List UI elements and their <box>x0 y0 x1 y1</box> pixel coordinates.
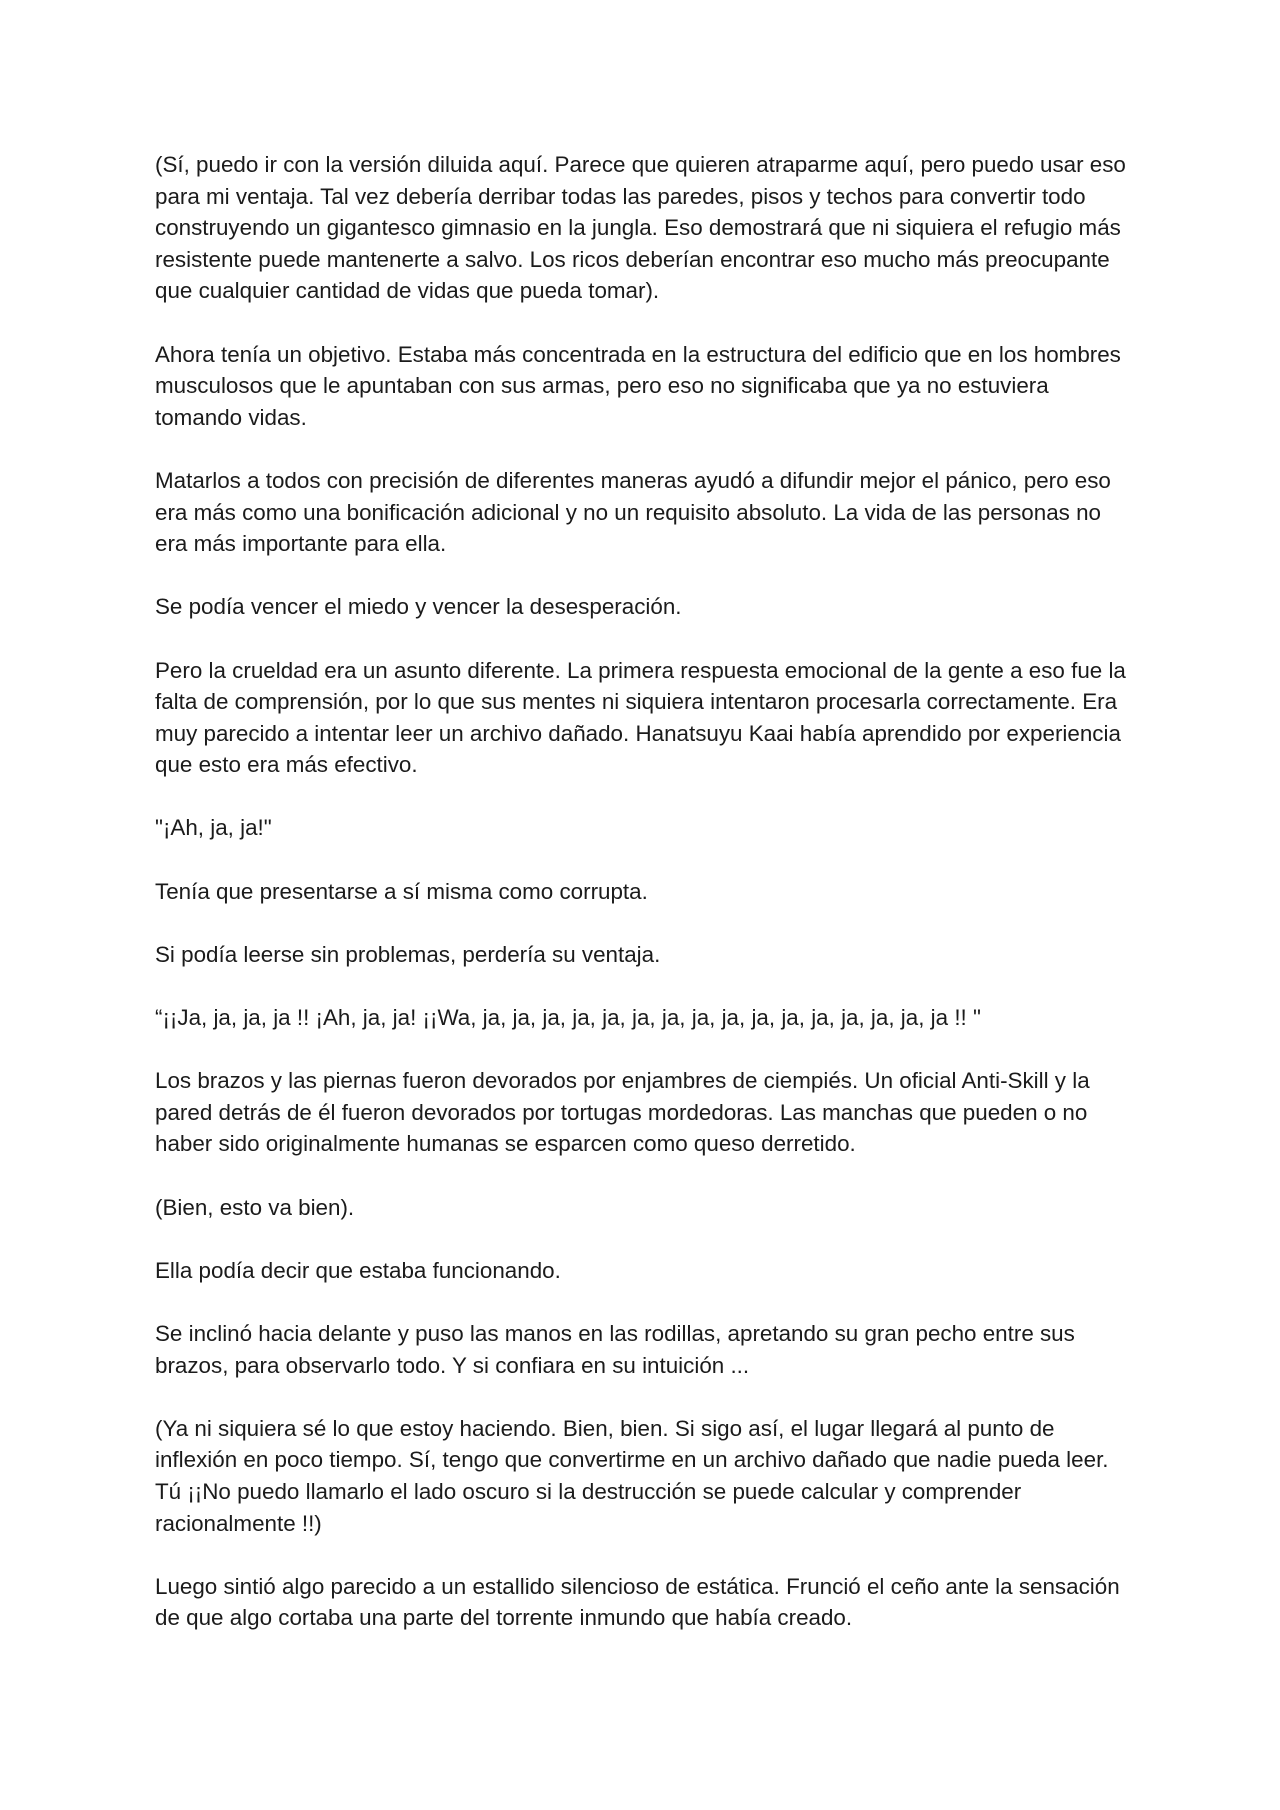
paragraph: Pero la crueldad era un asunto diferente. La primera respuesta emocional de la gente a eso fue la falta de comprensión, por lo que sus mentes ni siquiera intentaron procesarla correctamente. Era muy parecido a intentar leer un archivo dañado. Hanatsuyu Kaai había aprendido por experiencia que esto era más efectivo. <box>155 657 1126 778</box>
paragraph: (Sí, puedo ir con la versión diluida aquí. Parece que quieren atraparme aquí, pero puedo usar eso para mi ventaja. Tal vez debería derribar todas las paredes, pisos y techos para convertir todo construyendo un gigantesco gimnasio en la jungla. Eso demostrará que ni siquiera el refugio más resistente puede mantenerte a salvo. Los ricos deberían encontrar eso mucho más preocupante que cualquier cantidad de vidas que pueda tomar). <box>155 152 1126 304</box>
paragraph: Ahora tenía un objetivo. Estaba más concentrada en la estructura del edificio que en los hombres musculosos que le apuntaban con sus armas, pero eso no significaba que ya no estuviera tomando vidas. <box>155 341 1121 430</box>
paragraph: Si podía leerse sin problemas, perdería su ventaja. <box>155 941 661 967</box>
paragraph: Ella podía decir que estaba funcionando. <box>155 1257 561 1283</box>
paragraph: (Ya ni siquiera sé lo que estoy haciendo. Bien, bien. Si sigo así, el lugar llegará al punto de inflexión en poco tiempo. Sí, tengo que convertirme en un archivo dañado que nadie pueda leer. Tú ¡¡No puedo llamarlo el lado oscuro si la destrucción se puede calcular y comprender racionalmente !!) <box>155 1415 1109 1536</box>
paragraph: Matarlos a todos con precisión de diferentes maneras ayudó a difundir mejor el pánico, pero eso era más como una bonificación adicional y no un requisito absoluto. La vida de las personas no era más importante para ella. <box>155 467 1111 557</box>
document-page <box>155 149 1130 1666</box>
paragraph: Se podía vencer el miedo y vencer la desesperación. <box>155 594 682 620</box>
paragraph: Se inclinó hacia delante y puso las manos en las rodillas, apretando su gran pecho entre sus brazos, para observarlo todo. Y si confiara en su intuición ... <box>155 1320 1075 1378</box>
paragraph: Luego sintió algo parecido a un estallido silencioso de estática. Frunció el ceño ante la sensación de que algo cortaba una parte del torrente inmundo que había creado. <box>155 1573 1120 1631</box>
paragraph: “¡¡Ja, ja, ja, ja !! ¡Ah, ja, ja! ¡¡Wa, ja, ja, ja, ja, ja, ja, ja, ja, ja, ja, ja, ja, ja, ja, ja, ja !! " <box>155 1005 981 1031</box>
paragraph: "¡Ah, ja, ja!" <box>155 815 272 841</box>
paragraph: (Bien, esto va bien). <box>155 1194 355 1220</box>
paragraph: Tenía que presentarse a sí misma como corrupta. <box>155 878 648 904</box>
paragraph: Los brazos y las piernas fueron devorados por enjambres de ciempiés. Un oficial Anti-Skill y la pared detrás de él fueron devorados por tortugas mordedoras. Las manchas que pueden o no haber sido originalmente humanas se esparcen como queso derretido. <box>155 1068 1090 1157</box>
